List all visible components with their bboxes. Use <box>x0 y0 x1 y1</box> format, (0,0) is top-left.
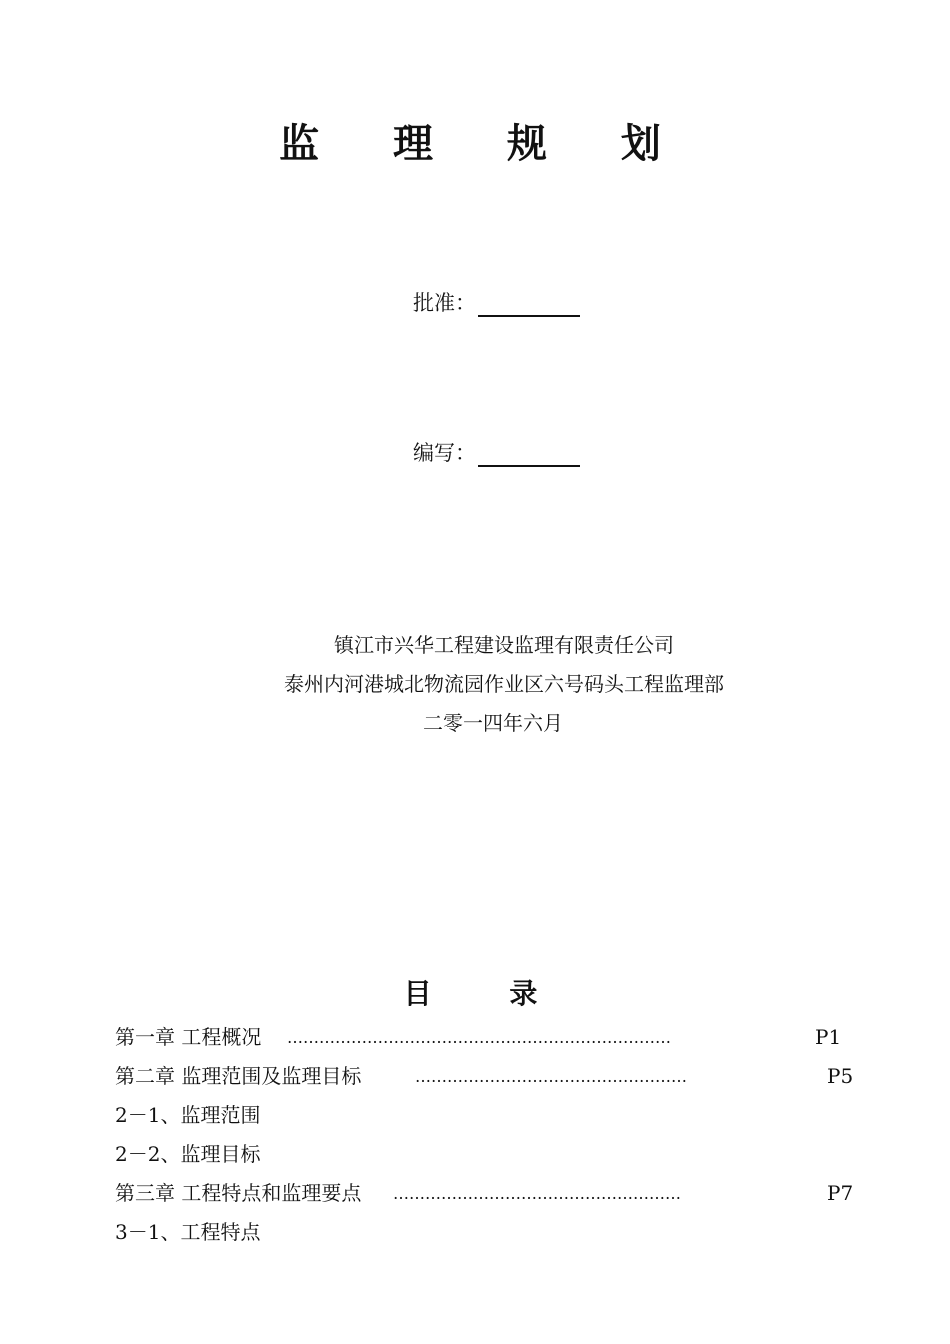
toc-page-number: P7 <box>827 1181 854 1205</box>
author-label: 编写： <box>413 440 476 465</box>
toc-entry-title: 2－1、监理范围 <box>115 1103 261 1127</box>
toc-entry[interactable] <box>115 1213 855 1252</box>
toc-page-number: P1 <box>815 1025 842 1049</box>
toc-entry[interactable] <box>115 1096 855 1135</box>
document-title: 监 理 规 划 <box>279 121 691 167</box>
approve-label: 批准： <box>413 290 476 315</box>
approve-signature-line <box>478 289 580 317</box>
toc-entry[interactable] <box>115 1057 855 1096</box>
toc-entry-title: 第一章 工程概况 <box>115 1025 262 1049</box>
toc-page-number: P5 <box>827 1064 854 1088</box>
toc-entry-title: 2－2、监理目标 <box>115 1142 261 1166</box>
author-signature-line <box>478 439 580 467</box>
toc-entry-title: 第三章 工程特点和监理要点 <box>115 1181 362 1205</box>
company-name: 镇江市兴华工程建设监理有限责任公司 <box>334 633 674 657</box>
toc-heading: 目 录 <box>403 977 572 1010</box>
approve-row <box>413 286 580 316</box>
issue-date: 二零一四年六月 <box>423 711 563 735</box>
toc-entry[interactable] <box>115 1135 855 1174</box>
toc-entry[interactable] <box>115 1174 855 1213</box>
toc-leader-dots: ……………………………………………… <box>393 1184 681 1203</box>
table-of-contents <box>115 1018 855 1252</box>
toc-entry-title: 3－1、工程特点 <box>115 1220 261 1244</box>
author-row <box>413 436 580 466</box>
toc-leader-dots: ……………………………………………………………… <box>287 1028 671 1047</box>
toc-entry[interactable] <box>115 1018 855 1057</box>
department-name: 泰州内河港城北物流园作业区六号码头工程监理部 <box>284 672 724 696</box>
toc-leader-dots: …………………………………………… <box>415 1067 687 1086</box>
toc-entry-title: 第二章 监理范围及监理目标 <box>115 1064 362 1088</box>
